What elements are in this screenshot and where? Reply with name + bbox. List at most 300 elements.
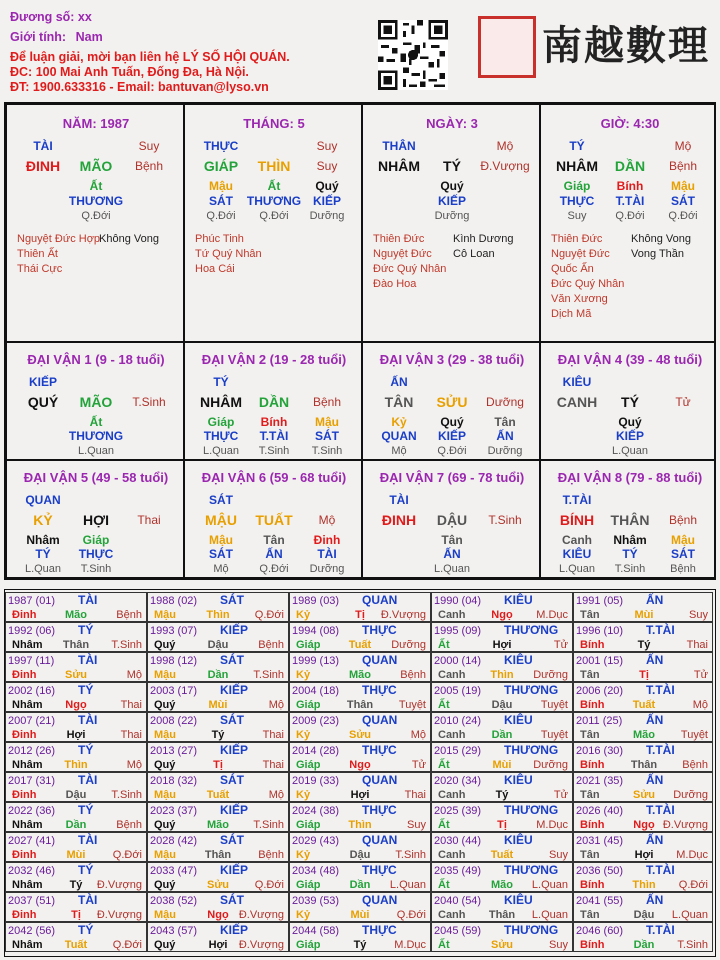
pillar-3[interactable] [362,104,540,342]
dai-van-branch: SỬU [436,394,468,410]
year-cell[interactable] [147,892,289,922]
year-cell[interactable] [289,742,431,772]
hidden-stem: Giáp [563,179,591,193]
year-branch: Dậu [207,639,229,651]
hidden-state: Q.Đới [259,563,289,575]
dai-van-3[interactable] [362,342,540,460]
year-branch: Hợi [66,729,86,741]
year-cell[interactable] [147,742,289,772]
year-stem: Ất [438,759,450,771]
year-stem: Mậu [154,669,176,681]
year-stem: Giáp [296,819,321,831]
year-state: Mộ [268,699,284,711]
hidden-state: Q.Đới [437,445,467,457]
year-god: THỰC [362,803,397,817]
address-line: ĐC: 100 Mai Anh Tuấn, Đống Đa, Hà Nội. [10,65,249,79]
dai-van-stem: ĐINH [381,512,417,528]
year-god: KIÊU [504,833,533,847]
year-cell[interactable] [147,652,289,682]
year-label: 2002 (16) [8,685,56,697]
year-god: SÁT [220,713,244,727]
year-god: KIẾP [220,803,249,817]
star-left: Quốc Ấn [551,263,594,275]
year-cell[interactable] [431,772,573,802]
year-branch: Tý [495,789,509,801]
year-state: Thai [262,729,284,741]
year-cell[interactable] [5,922,147,952]
dai-van-stem-god: KIÊU [562,375,592,389]
year-label: 2022 (36) [8,805,56,817]
year-cell[interactable] [289,892,431,922]
year-stem: Bính [580,879,605,891]
dai-van-title: ĐẠI VẬN 2 (19 - 28 tuổi) [201,352,347,367]
year-god: SÁT [220,593,244,607]
year-cell[interactable] [289,592,431,622]
year-cell[interactable] [431,802,573,832]
year-state: Bệnh [258,639,284,651]
year-cell[interactable] [573,862,713,892]
pillar-stem-god: THÂN [382,139,416,153]
contact-line[interactable]: ĐT: 1900.633316 - Email: bantuvan@lyso.vn [10,80,269,94]
pillar-2[interactable] [184,104,362,342]
hidden-state: Q.Đới [615,210,645,222]
hidden-god: KIẾP [437,194,467,208]
year-stem: Canh [438,609,466,621]
star-left: Đức Quý Nhân [373,263,447,275]
dai-van-branch-state: Thai [137,513,161,527]
year-state: Thai [120,699,142,711]
year-stem: Bính [580,939,605,951]
hidden-state: Q.Đới [206,210,236,222]
dai-van-title: ĐẠI VẬN 8 (79 - 88 tuổi) [557,470,703,485]
year-state: Bệnh [682,759,708,771]
year-stem: Tân [580,909,600,921]
year-god: KIÊU [504,653,533,667]
year-label: 1993 (07) [150,625,198,637]
pillar-4[interactable] [540,104,716,342]
dai-van-branch-state: Mộ [318,513,336,527]
year-stem: Quý [154,699,176,711]
year-cell[interactable] [431,652,573,682]
year-god: KIÊU [504,713,533,727]
year-cell[interactable] [431,592,573,622]
year-god: TÀI [78,893,98,907]
year-cell[interactable] [573,652,713,682]
hidden-state: Dưỡng [309,210,345,222]
year-cell[interactable] [573,802,713,832]
pillar-branch: TÝ [443,158,461,174]
year-cell[interactable] [573,892,713,922]
dai-van-6[interactable] [184,460,362,578]
year-state: Suy [689,609,708,621]
dai-van-title: ĐẠI VẬN 7 (69 - 78 tuổi) [379,470,525,485]
hidden-god: TÝ [622,547,638,561]
year-cell[interactable] [573,922,713,952]
star-left: Phúc Tinh [195,233,244,245]
star-left: Dịch Mã [551,308,592,320]
hidden-stem: Nhâm [613,533,647,547]
year-label: 2016 (30) [576,745,624,757]
year-state: Đ.Vượng [96,879,142,891]
year-cell[interactable] [5,712,147,742]
year-god: KIẾP [220,743,249,757]
year-state: T.Sinh [395,849,426,861]
year-label: 1988 (02) [150,595,198,607]
dai-van-title: ĐẠI VẬN 5 (49 - 58 tuổi) [23,470,169,485]
hidden-god: KIẾP [312,194,342,208]
year-branch: Hợi [634,849,654,861]
dai-van-1[interactable] [6,342,184,460]
year-god: ẤN [646,773,664,787]
year-label: 2045 (59) [434,925,482,937]
year-cell[interactable] [147,862,289,892]
year-stem: Nhâm [12,819,43,831]
hidden-god: ẤN [265,547,283,561]
year-state: Suy [407,819,426,831]
dai-van-stem-god: T.TÀI [562,493,592,507]
dai-van-branch-state: Tử [675,395,691,409]
year-cell[interactable] [431,892,573,922]
year-branch: Thân [630,759,658,771]
year-cell[interactable] [431,742,573,772]
year-state: Q.Đới [112,849,142,861]
year-branch: Tý [211,729,225,741]
hidden-god: THƯƠNG [246,194,302,208]
year-god: TÀI [78,593,98,607]
pillar-branch-state: Bệnh [668,159,698,173]
dai-van-branch-state: Dưỡng [486,395,524,409]
year-cell[interactable] [431,862,573,892]
year-label: 2008 (22) [150,715,198,727]
dai-van-title: ĐẠI VẬN 4 (39 - 48 tuổi) [557,352,703,367]
year-label: 2046 (60) [576,925,624,937]
dai-van-5[interactable] [6,460,184,578]
year-branch: Thìn [348,819,372,831]
year-cell[interactable] [289,832,431,862]
year-cell[interactable] [573,622,713,652]
year-branch: Tị [71,909,81,921]
year-state: L.Quan [389,879,426,891]
hidden-state: Q.Đới [668,210,698,222]
year-cell[interactable] [147,682,289,712]
dai-van-title: ĐẠI VẬN 1 (9 - 18 tuổi) [27,352,165,367]
year-state: Tuyệt [540,699,568,711]
hidden-state: Mộ [213,563,229,575]
year-cell[interactable] [147,802,289,832]
year-cell[interactable] [289,652,431,682]
year-branch: Tý [69,879,83,891]
year-god: QUAN [362,653,398,667]
hidden-god: QUAN [381,429,417,443]
year-state: Dưỡng [391,639,426,651]
hidden-state: Q.Đới [259,210,289,222]
year-state: Thai [262,759,284,771]
year-state: Bệnh [258,849,284,861]
year-stem: Mậu [154,849,176,861]
year-label: 2041 (55) [576,895,624,907]
year-cell[interactable] [431,832,573,862]
year-stem: Bính [580,759,605,771]
year-label: 2006 (20) [576,685,624,697]
year-cell[interactable] [5,832,147,862]
year-state: Mộ [268,789,284,801]
year-branch: Hợi [492,639,512,651]
year-branch: Dần [633,939,655,951]
year-stem: Giáp [296,879,321,891]
year-god: T.TÀI [646,683,675,697]
year-cell[interactable] [147,832,289,862]
year-label: 2035 (49) [434,865,482,877]
pillar-title: THÁNG: 5 [243,116,305,131]
year-branch: Tý [353,939,367,951]
year-branch: Mùi [492,759,512,771]
year-cell[interactable] [147,592,289,622]
year-cell[interactable] [5,652,147,682]
year-cell[interactable] [147,622,289,652]
gender-label: Giới tính: [10,30,67,44]
dai-van-8[interactable] [540,460,716,578]
year-god: QUAN [362,713,398,727]
year-cell[interactable] [5,772,147,802]
hidden-god: SÁT [209,194,233,208]
year-god: TÝ [78,863,94,877]
year-state: Đ.Vượng [380,609,426,621]
pillar-1[interactable] [6,104,184,342]
year-state: Dưỡng [673,789,708,801]
pillar-branch: DẦN [614,158,646,174]
year-branch: Ngọ [207,909,229,921]
year-stem: Canh [438,669,466,681]
year-branch: Thân [62,639,90,651]
hidden-god: KIÊU [562,547,592,561]
year-cell[interactable] [573,832,713,862]
year-state: Mộ [126,669,142,681]
year-stem: Ất [438,639,450,651]
hidden-stem: Quý [315,179,339,193]
year-god: TÝ [78,683,94,697]
year-cell[interactable] [289,922,431,952]
year-cell[interactable] [289,862,431,892]
year-cell[interactable] [431,682,573,712]
year-stem: Kỷ [296,669,311,681]
year-state: T.Sinh [253,819,284,831]
hidden-state: L.Quan [433,563,471,575]
year-cell[interactable] [289,712,431,742]
year-label: 2019 (33) [292,775,340,787]
year-stem: Nhâm [12,759,43,771]
star-left: Hoa Cái [195,263,235,275]
dai-van-stem: MẬU [205,512,237,528]
hidden-stem: Giáp [207,415,235,429]
year-state: Mộ [692,699,708,711]
year-state: T.Sinh [111,639,142,651]
year-label: 1995 (09) [434,625,482,637]
year-branch: Dần [349,879,371,891]
year-label: 1996 (10) [576,625,624,637]
dai-van-branch: HỢI [83,512,109,528]
year-stem: Bính [580,819,605,831]
dai-van-stem: QUÝ [27,394,59,410]
hidden-god: KIẾP [615,429,645,443]
year-cell[interactable] [147,922,289,952]
year-branch: Mùi [66,849,86,861]
pillar-branch-state: Đ.Vượng [480,159,530,173]
year-label: 2015 (29) [434,745,482,757]
year-god: KIÊU [504,593,533,607]
year-cell[interactable] [147,772,289,802]
year-god: KIẾP [220,923,249,937]
year-stem: Giáp [296,939,321,951]
dai-van-branch-state: T.Sinh [488,513,522,527]
year-state: Tử [411,759,426,771]
year-god: QUAN [362,893,398,907]
consult-note: Để luận giải, mời bạn liên hệ LÝ SỐ HỘI QUÁN. [10,50,290,64]
year-cell[interactable] [431,712,573,742]
dai-van-4[interactable] [540,342,716,460]
year-label: 2038 (52) [150,895,198,907]
year-cell[interactable] [573,682,713,712]
year-stem: Canh [438,909,466,921]
year-state: Dưỡng [533,759,568,771]
year-label: 1990 (04) [434,595,482,607]
year-stem: Bính [580,639,605,651]
year-god: SÁT [220,653,244,667]
year-stem: Giáp [296,699,321,711]
hidden-stem: Mậu [315,415,339,429]
year-god: TÀI [78,773,98,787]
year-god: T.TÀI [646,803,675,817]
year-label: 2003 (17) [150,685,198,697]
star-left: Tứ Quý Nhân [195,248,262,260]
year-state: L.Quan [531,909,568,921]
year-label: 2028 (42) [150,835,198,847]
year-god: THỰC [362,743,397,757]
year-cell[interactable] [5,742,147,772]
year-god: SÁT [220,773,244,787]
year-cell[interactable] [573,592,713,622]
gender-row [10,30,103,44]
year-stem: Nhâm [12,639,43,651]
year-god: TÝ [78,923,94,937]
year-cell[interactable] [5,682,147,712]
star-right: Kình Dương [453,233,514,245]
dai-van-2[interactable] [184,342,362,460]
star-left: Thiên Đức [551,233,603,245]
pillar-stem: ĐINH [25,158,61,174]
year-branch: Thìn [206,609,230,621]
year-branch: Hợi [208,939,228,951]
year-cell[interactable] [5,862,147,892]
year-state: Q.Đới [396,909,426,921]
year-branch: Tuất [348,639,372,651]
year-stem: Đinh [12,849,37,861]
year-state: T.Sinh [677,939,708,951]
year-cell[interactable] [573,742,713,772]
pillar-title: NGÀY: 3 [426,116,478,131]
dai-van-stem: TÂN [384,394,414,410]
hidden-state: T.Sinh [614,563,646,575]
year-cell[interactable] [573,772,713,802]
year-branch: Mùi [634,609,654,621]
brand-logo-text: 南越數理 [542,22,710,69]
year-branch: Dần [207,669,229,681]
dai-van-branch: DẦN [258,394,290,410]
year-god: QUAN [362,773,398,787]
year-state: Q.Đới [254,879,284,891]
year-cell[interactable] [289,772,431,802]
year-cell[interactable] [289,682,431,712]
hidden-god: KIẾP [437,429,467,443]
year-stem: Giáp [296,759,321,771]
year-state: Suy [549,939,568,951]
star-left: Đức Quý Nhân [551,278,625,290]
year-branch: Tị [355,609,365,621]
hidden-state: Q.Đới [81,210,111,222]
year-cell[interactable] [5,622,147,652]
year-god: KIÊU [504,773,533,787]
year-cell[interactable] [289,802,431,832]
year-god: TÝ [78,623,94,637]
star-left: Thiên Đức [373,233,425,245]
year-stem: Canh [438,849,466,861]
hidden-god: SÁT [209,547,233,561]
year-label: 1989 (03) [292,595,340,607]
year-state: Bệnh [400,669,426,681]
year-stem: Tân [580,849,600,861]
year-cell[interactable] [5,592,147,622]
year-stem: Đinh [12,729,37,741]
year-stem: Nhâm [12,699,43,711]
dai-van-7[interactable] [362,460,540,578]
year-cell[interactable] [431,622,573,652]
year-stem: Nhâm [12,879,43,891]
year-branch: Ngọ [491,609,513,621]
year-cell[interactable] [5,892,147,922]
year-cell[interactable] [147,712,289,742]
year-label: 2017 (31) [8,775,56,787]
year-stem: Canh [438,729,466,741]
year-label: 2043 (57) [150,925,198,937]
hidden-stem: Tân [494,415,516,429]
year-state: Mộ [126,759,142,771]
star-right: Không Vong [631,233,691,245]
year-cell[interactable] [5,802,147,832]
year-state: Dưỡng [533,669,568,681]
year-label: 2007 (21) [8,715,56,727]
year-god: THỰC [362,623,397,637]
year-label: 2010 (24) [434,715,482,727]
year-cell[interactable] [431,922,573,952]
star-right: Vong Thần [631,248,685,260]
year-cell[interactable] [573,712,713,742]
dai-van-stem: BÍNH [559,512,595,528]
year-stem: Kỷ [296,609,311,621]
year-label: 2023 (37) [150,805,198,817]
year-stem: Kỷ [296,729,311,741]
year-label: 2011 (25) [576,715,623,727]
owner-name: Đương số: xx [10,10,92,24]
year-label: 2027 (41) [8,835,56,847]
year-label: 2024 (38) [292,805,340,817]
year-god: KIẾP [220,623,249,637]
year-god: THƯƠNG [504,743,559,757]
year-stem: Kỷ [296,789,311,801]
year-god: T.TÀI [646,623,675,637]
year-stem: Quý [154,759,176,771]
year-cell[interactable] [289,622,431,652]
year-state: M.Dục [536,609,568,621]
year-branch: Tý [637,639,651,651]
